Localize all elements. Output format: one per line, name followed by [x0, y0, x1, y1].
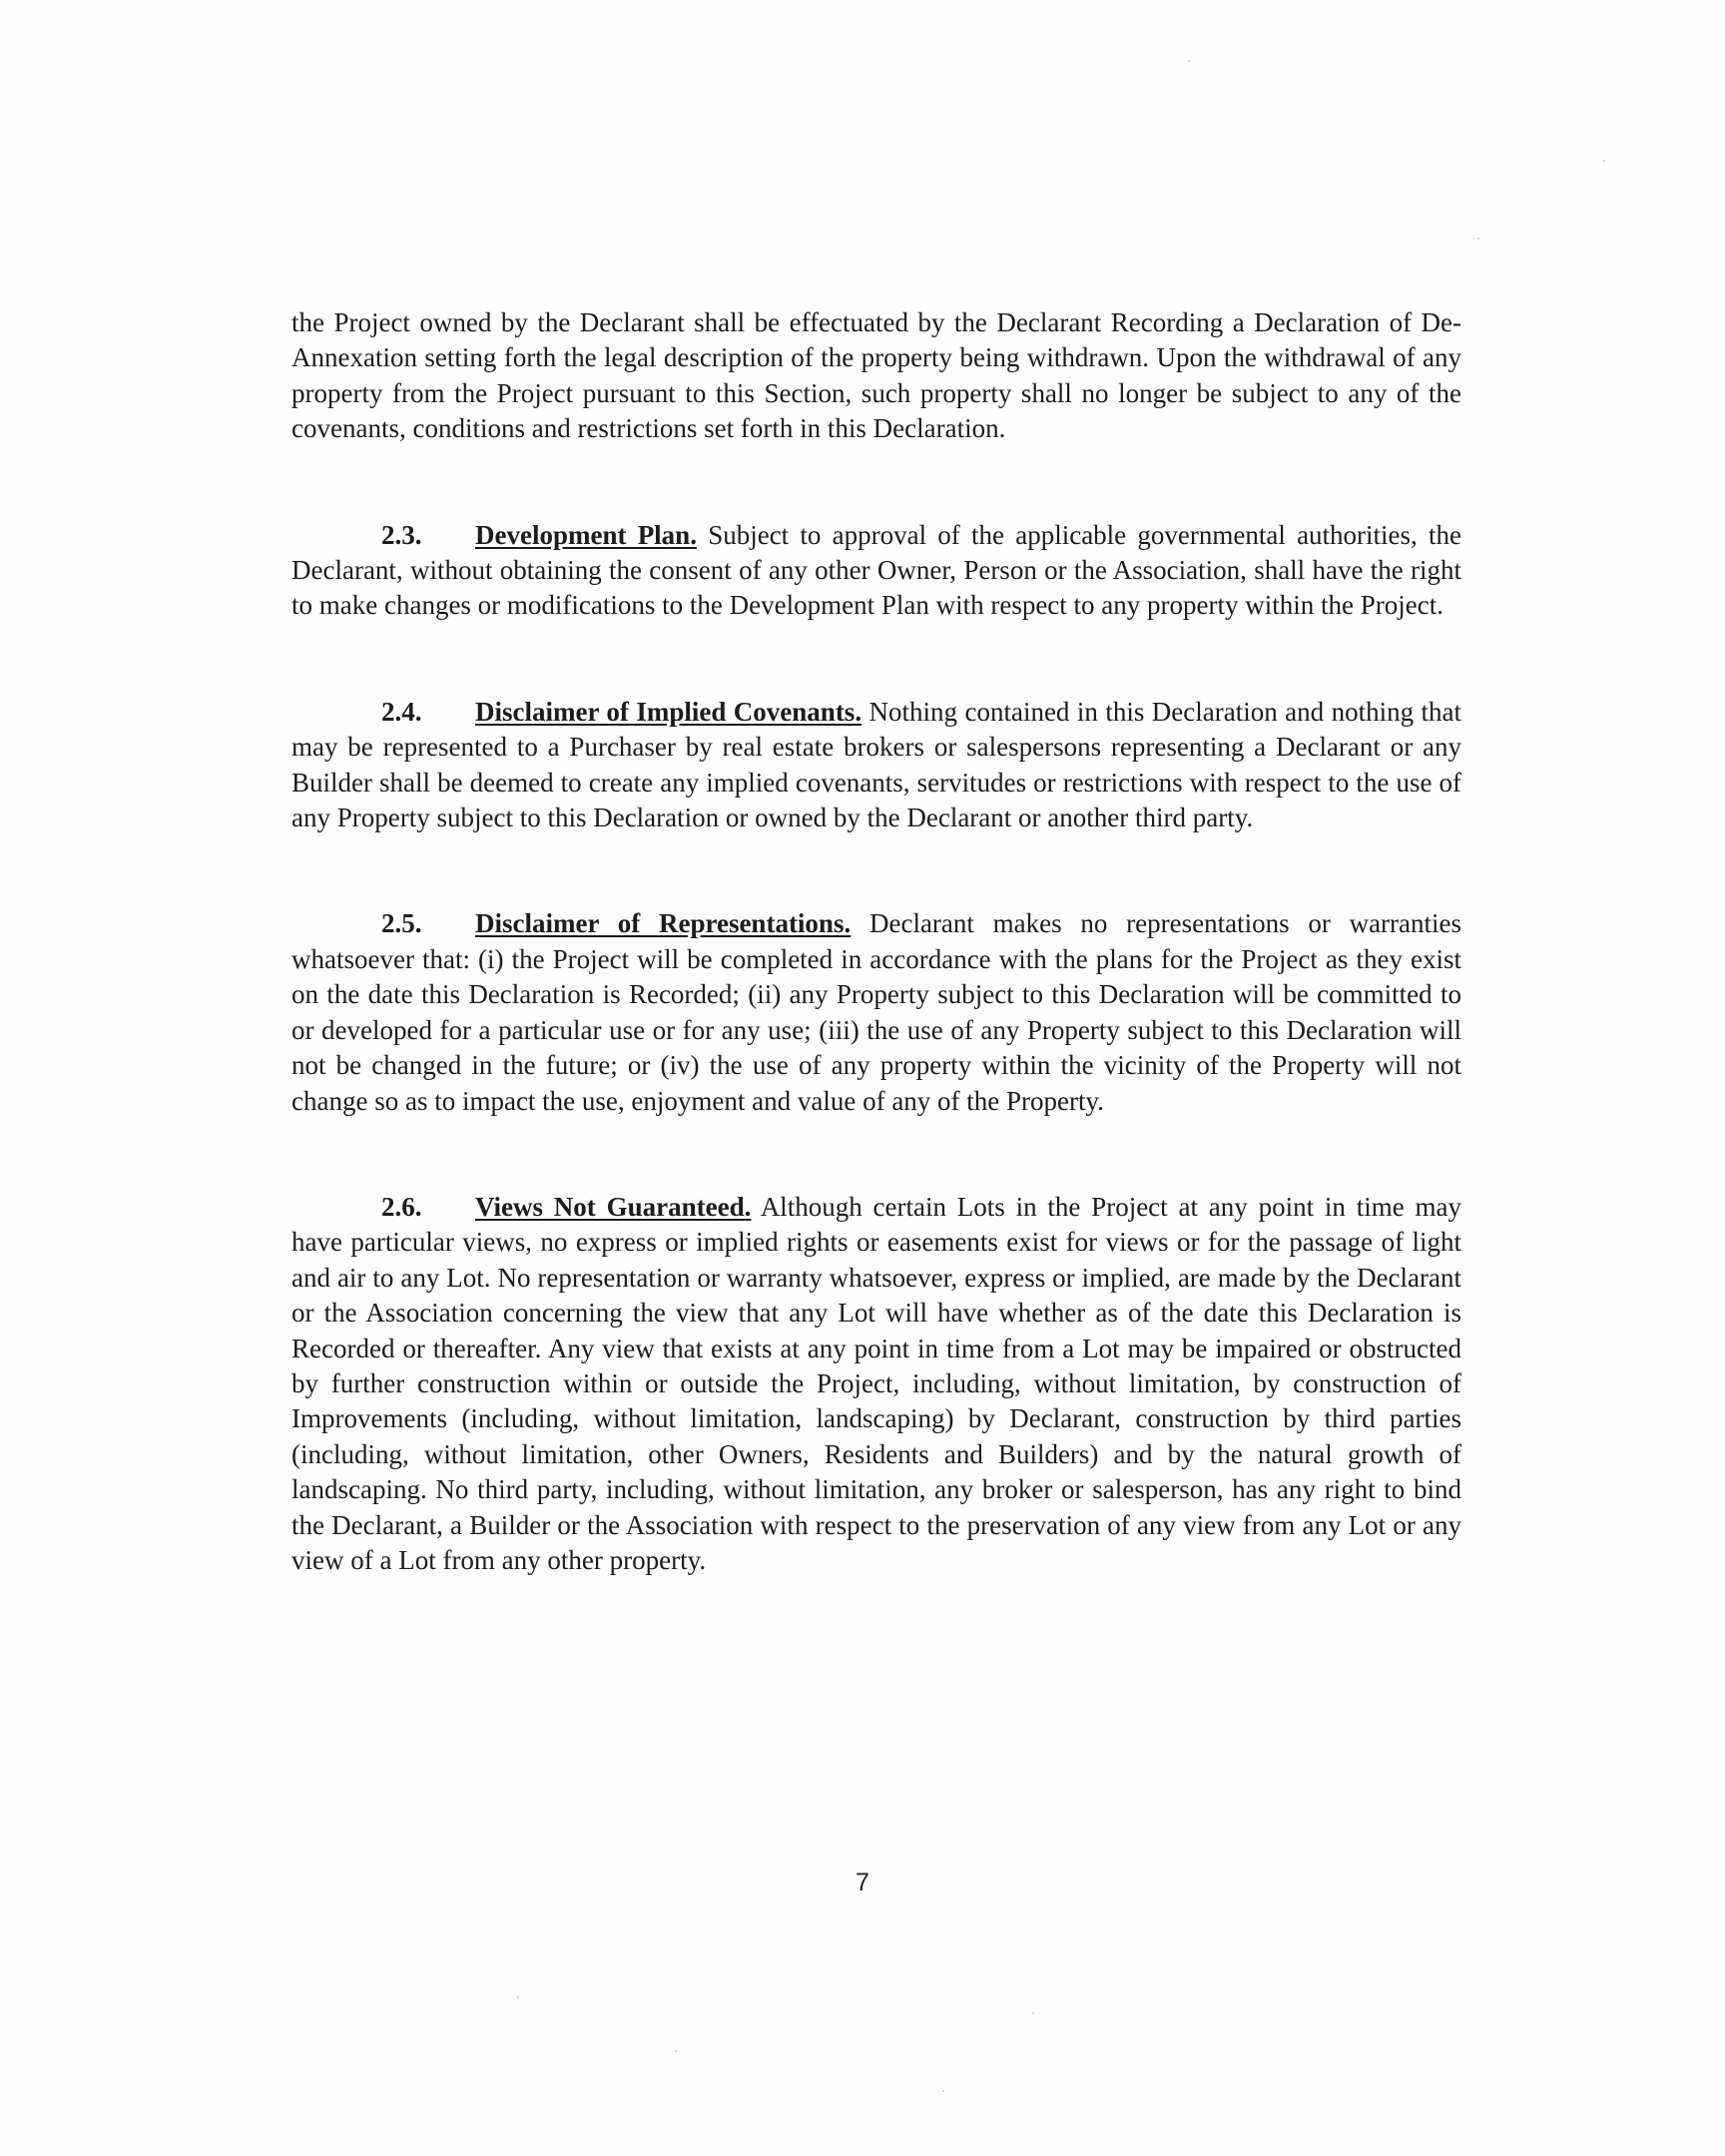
section-heading: Views Not Guaranteed. [475, 1191, 752, 1222]
section-number: 2.3. [381, 519, 422, 550]
section-number: 2.4. [381, 696, 422, 727]
section-paragraph [291, 518, 1461, 624]
page-number: 7 [856, 1869, 869, 1896]
section-2-6 [291, 1190, 1461, 1578]
scan-speck [942, 2090, 944, 2092]
section-paragraph [291, 906, 1461, 1118]
scan-speck [675, 2050, 677, 2052]
section-paragraph [291, 695, 1461, 836]
section-heading: Development Plan. [475, 519, 697, 550]
section-number: 2.5. [381, 908, 422, 939]
scan-speck [517, 1996, 519, 1998]
section-heading: Disclaimer of Implied Covenants. [475, 696, 862, 727]
section-paragraph [291, 1190, 1461, 1578]
section-text: Nothing contained in this Declaration and nothing that may be represented to a Purchaser by real estate brokers or salespersons representing a Declarant or any Builder shall be deemed to create any implied covenants, servitudes or restrictions with respect to the use of any Property subject to this Declaration or owned by the Declarant or another third party. [291, 696, 1462, 833]
intro-paragraph: the Project owned by the Declarant shall be effectuated by the Declarant Recording a Declaration of De-Annexation setting forth the legal description of the property being withdrawn. Upon the withdrawal of any property from the Project pursuant to this Section, such property shall no longer be subject to any of the covenants, conditions and restrictions set forth in this Declaration. [291, 307, 1461, 444]
section-text: Although certain Lots in the Project at any point in time may have particular views, no express or implied rights or easements exist for views or for the passage of light and air to any Lot. No representation or warranty whatsoever, express or implied, are made by the Declarant or the Association concerning the view that any Lot will have whether as of the date this Declaration is Recorded or thereafter. Any view that exists at any point in time from a Lot may be impaired or obstructed by further construction within or outside the Project, including, without limitation, by construction of Improvements (including, without limitation, landscaping) by Declarant, construction by third parties (including, without limitation, other Owners, Residents and Builders) and by the natural growth of landscaping. No third party, including, without limitation, any broker or salesperson, has any right to bind the Declarant, a Builder or the Association with respect to the preservation of any view from any Lot or any view of a Lot from any other property. [291, 1191, 1461, 1575]
section-2-3 [291, 518, 1461, 624]
section-2-5 [291, 906, 1461, 1118]
section-2-4 [291, 695, 1461, 836]
section-heading: Disclaimer of Representations. [475, 908, 852, 939]
scan-speck [1477, 238, 1479, 240]
section-text: Subject to approval of the applicable governmental authorities, the Declarant, without obtaining the consent of any other Owner, Person or the Association, shall have the right to make changes or modifications to the Development Plan with respect to any property within the Project. [291, 519, 1461, 621]
section-number: 2.6. [381, 1191, 422, 1222]
scan-speck [1188, 60, 1190, 62]
scan-speck [1603, 160, 1605, 162]
document-body [291, 305, 1461, 1578]
scan-speck [1032, 2012, 1034, 2014]
section-text: Declarant makes no representations or warranties whatsoever that: (i) the Project will be completed in accordance with the plans for the Project as they exist on the date this Declaration is Recorded; (ii) any Property subject to this Declaration will be committed to or developed for a particular use or for any use; (iii) the use of any Property subject to this Declaration will not be changed in the future; or (iv) the use of any property within the vicinity of the Property will not change so as to impact the use, enjoyment and value of any of the Property. [291, 908, 1462, 1116]
